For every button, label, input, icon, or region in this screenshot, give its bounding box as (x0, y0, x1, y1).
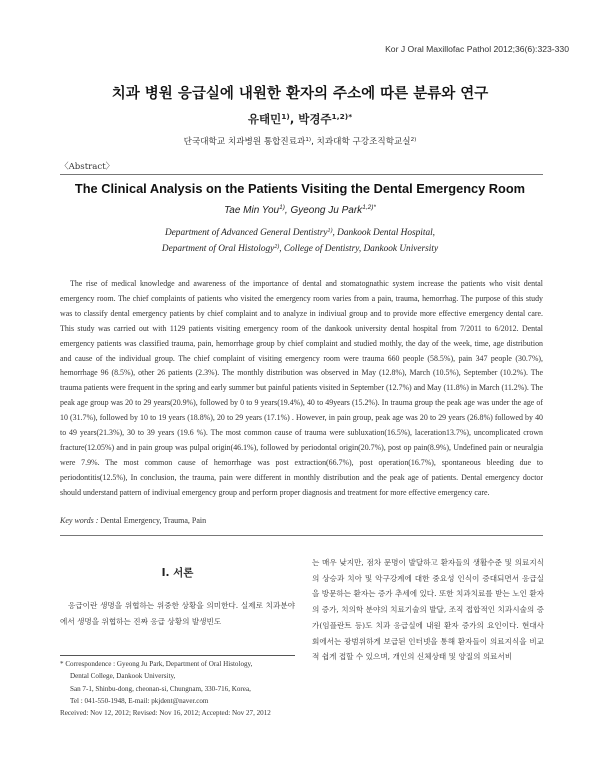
footnote-line-4: Tel : 041-550-1948, E-mail: pkjdent@naver.com (70, 696, 209, 705)
footnote-dates: Received: Nov 12, 2012; Revised: Nov 16, 2012; Accepted: Nov 27, 2012 (60, 709, 271, 718)
korean-author-2: 박경주 (298, 112, 332, 126)
english-authors (0, 205, 600, 216)
english-affiliations (0, 225, 600, 257)
korean-affiliation-1: 단국대학교 치과병원 통합진료과 (183, 137, 306, 147)
korean-authors (0, 111, 600, 127)
abstract-body: The rise of medical knowledge and awareness of the importance of dental and stomatognathic system increase the patients who visit dental emergency room. The chief complaints of patients who visited the emergency room varies from a pain, trauma, hemorrhag. The purpose of this study was to classify dental emergency patients by chief complaint and to analyze in indiviual group and to provide more effective emergency dental care. This study was carried out with 1129 patients visiting emergency room of the dankook university dental hospital from 7/2011 to 6/2012. Dental emergency patients was classified trauma, pain, hemorrhage group by chief complaint and studied mothly, the day of the week, time, age distribution and cause of the individual group. The chief complaint of visiting emergency room were trauma 660 people (58.5%), pain 347 people (30.7%), hemorrhage 96 (8.5%), other 26 patients (2.3%). The monthly distribution was observed in May (12.8%), March (10.5%), September (10.2%). The trauma patients were frequent in the spring and early summer but painful patients visited in September (12.7%) and May (11.8%) in March (11.2%). The peak age group was 20 to 29 years(20.9%), followed by 0 to 9 years(19.4%), 40 to 49years (15.2%). In trauma group the peak age was under the age of 10 (31.7%), followed by 10 to 19 years (18.8%), 20 to 29 years (17.1%) . However, in pain group, peak age was 20 to 29 years (26.8%) followed by 40 to 49 years(21.3%), 30 to 39 years (19.6 %). The most common cause of trauma were subluxation(16.5%), laceration13.7%), uncomplicated crown fracture(12.05%) and in pain group was pulpal origin(46.1%), followed by periodontal origin(20.7%), post op pain(8.9%), Undefined pain or neuralgia were 7.9%. The most common cause of hemorrhage was post extraction(66.7%), post operation(16.7%), spontaneous bleeding due to periodontitis(12.5%), In conclusion, the trauma, pain were different in monthly distribution and the peak age of patients. Dental emergency doctor should understand pattern of indiviual emergency group and perform proper diagnosis and treatment for more effective emergency care. (60, 279, 543, 497)
affiliation-1-sup: 1) (327, 227, 333, 234)
english-author-1-affil: 1) (279, 204, 285, 212)
english-title: The Clinical Analysis on the Patients Visiting the Dental Emergency Room (74, 181, 526, 196)
top-divider (60, 174, 543, 175)
korean-title: 치과 병원 응급실에 내원한 환자의 주소에 따른 분류와 연구 (111, 86, 489, 102)
keywords-label: Key words : (60, 516, 99, 525)
journal-citation: Kor J Oral Maxillofac Pathol 2012;36(6):323-330 (385, 44, 569, 54)
english-author-1: Tae Min You (224, 205, 280, 216)
english-author-2-affil: 1,2)* (362, 204, 376, 212)
intro-left-column: 응급이란 생명을 위협하는 위중한 상황을 의미한다. 실제로 치과분야에서 생명을 위협하는 진짜 응급 상황의 발생빈도 (60, 601, 295, 626)
abstract-bottom-divider (60, 535, 543, 536)
english-author-2: Gyeong Ju Park (290, 205, 363, 216)
intro-right-column: 는 매우 낮지만, 점차 문명이 발달하고 환자들의 생활수준 및 의료지식의 상승과 치아 및 악구강계에 대한 중요성 인식이 증대되면서 응급실을 방문하는 환자는 증가 추세에 있다. 또한 치과치료를 받는 노인 환자의 증가, 치의학 분야의 치료기술의 발달, 조직 접합적인 치과시술의 증가(임플란트 등)도 치과 응급실에 내원 환자 증가의 요인이다. 현대사회에서는 광범위하게 보급된 인터넷을 통해 환자들이 의료지식을 비교적 쉽게 접할 수 있으며, 개인의 신체상태 및 양질의 의료서비 (312, 558, 544, 662)
abstract-label: 〈Abstract〉 (60, 162, 115, 172)
english-author-separator: , (284, 205, 291, 216)
footnote-line-2: Dental College, Dankook University, (70, 672, 176, 681)
footnote-line-3: San 7-1, Shinbu-dong, cheonan-si, Chungnam, 330-716, Korea, (70, 684, 251, 693)
korean-affiliations (0, 135, 600, 147)
affiliation-department-2: Department of Oral Histology (161, 244, 275, 254)
affiliation-separator: , (311, 137, 317, 147)
korean-author-1: 유태민 (247, 112, 282, 126)
korean-affiliation-2-sup: 2) (410, 136, 417, 143)
footnote-line-1: * Correspondence : Gyeong Ju Park, Department of Oral Histology, (60, 660, 253, 668)
keywords-value: Dental Emergency, Trauma, Pain (98, 516, 207, 525)
keywords (60, 516, 206, 525)
footnote-divider (60, 655, 295, 656)
affiliation-hospital: , Dankook Dental Hospital, (332, 228, 436, 238)
korean-affiliation-1-sup: 1) (305, 136, 312, 143)
correspondence-footnote (60, 658, 300, 719)
english-affiliation-line-1 (0, 225, 600, 241)
english-affiliation-line-2 (0, 241, 600, 257)
korean-affiliation-2: 치과대학 구강조직학교실 (316, 137, 411, 147)
affiliation-2-sup: 2) (274, 243, 280, 250)
affiliation-college: , College of Dentistry, Dankook University (279, 244, 439, 254)
korean-author-2-affil: 1,2)* (331, 111, 353, 121)
affiliation-department-1: Department of Advanced General Dentistry (164, 228, 328, 238)
section-heading-introduction: Ⅰ. 서론 (161, 567, 194, 579)
author-separator: , (289, 112, 299, 126)
korean-author-1-affil: 1) (281, 111, 290, 121)
